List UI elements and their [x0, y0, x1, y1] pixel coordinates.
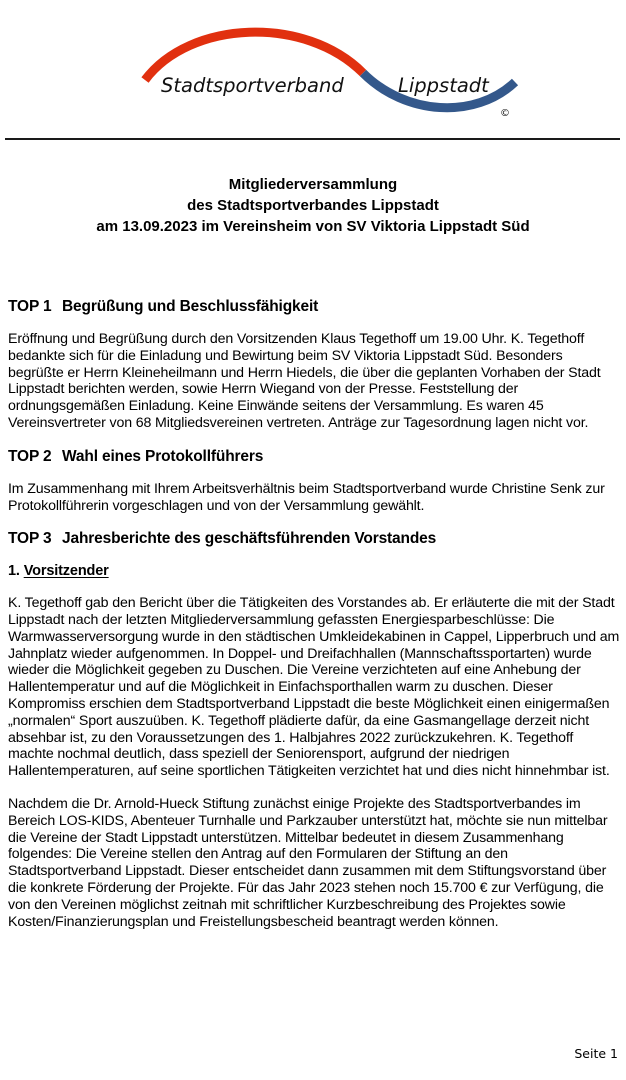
section-number: TOP 3 [8, 530, 52, 548]
subsection-number: 1. [8, 563, 20, 580]
title-line-2: des Stadtsportverbandes Lippstadt [187, 197, 439, 214]
section-number: TOP 2 [8, 447, 52, 465]
section-paragraph-top3-2: Nachdem die Dr. Arnold-Hueck Stiftung zunächst einige Projekte des Stadtsportverbandes im Bereich LOS-KIDS, Abenteuer Turnhalle und Parkzauber unterstützt hat, möchte sie nun mittelbar die Vereine der Stadt Lippstadt unterstützen. Mittelbar bedeutet in diesem Zusammenhang folgendes: Die Vereine stellen den Antrag auf den Formularen der Stiftung an den Stadtsportverband Lippstadt. Dieser entscheidet dann zusammen mit dem Stiftungsvorstand über die konkrete Förderung der Projekte. Für das Jahr 2023 stehen noch 15.700 € zur Verfügung, die von den Vereinen möglichst zeitnah mit schriftlicher Kurzbeschreibung des Projektes sowie Kosten/Finanzierungsplan und Freistellungsbescheid beantragt werden können. [8, 795, 608, 930]
title-line-1: Mitgliederversammlung [228, 176, 398, 193]
logo-text-right: Lippstadt [398, 74, 489, 97]
subsection-heading [8, 563, 620, 580]
section-paragraph-top2: Im Zusammenhang mit Ihrem Arbeitsverhältnis beim Stadtsportverband wurde Christine Senk zur Protokollführerin vorgeschlagen und von der Versammlung gewählt. [8, 480, 605, 514]
section-paragraph-top1: Eröffnung und Begrüßung durch den Vorsitzenden Klaus Tegethoff um 19.00 Uhr. K. Tegethoff bedankte sich für die Einladung und Bewirtung beim SV Viktoria Lippstadt Süd. Besonders begrüßte er Herrn Kleineheilmann und Herrn Hiedels, die über die geplanten Vorhaben der Stadt Lippstadt berichten werden, sowie Herrn Wiegand von der Presse. Feststellung der ordnungsgemäßen Einladung. Keine Einwände seitens der Versammlung. Es waren 45 Vereinsvertreter von 68 Mitgliedsvereinen vertreten. Anträge zur Tagesordnung lagen nicht vor. [8, 331, 601, 431]
section-paragraph-top3-1: K. Tegethoff gab den Bericht über die Tätigkeiten des Vorstandes ab. Er erläuterte die mit der Stadt Lippstadt nach der letzten Mitgliederversammlung gefassten Energiesparbeschlüsse: Die Warmwasserversorgung wurde in den städtischen Umkleidekabinen in Cappel, Lipperbruch und am Jahnplatz wieder aufgenommen. In Doppel- und Dreifachhallen (Mannschaftssportarten) wurde wieder die Möglichkeit gegeben zu Duschen. Die Vereine verzichteten auf eine Anhebung der Hallentemperatur und auf die Möglichkeit in Einfachsporthallen warm zu duschen. Dieser Kompromiss erschien dem Stadtsportverband Lippstadt die beste Möglichkeit einen einigermaßen „normalen“ Sport auszuüben. K. Tegethoff plädierte dafür, da eine Gasmangellage derzeit nicht absehbar ist, zu den Voraussetzungen des 1. Halbjahres 2022 zurückzukehren. K. Tegethoff machte nochmal deutlich, dass speziell der Seniorensport, aufgrund der niedrigen Hallentemperaturen, auf seine sportlichen Tätigkeiten verzichtet hat und dies nicht hinnehmbar ist. [8, 595, 620, 780]
logo-red-arc [145, 32, 363, 80]
logo-copyright: © [500, 108, 510, 119]
section-heading-top2 [8, 447, 620, 466]
title-line-3: am 13.09.2023 im Vereinsheim von SV Viktoria Lippstadt Süd [96, 218, 530, 235]
document-body [8, 297, 620, 930]
section-title: Begrüßung und Beschlussfähigkeit [62, 298, 319, 315]
section-number: TOP 1 [8, 298, 52, 315]
logo-text-left: Stadtsportverband [161, 74, 344, 97]
section-heading-top3 [8, 529, 620, 548]
header-divider [5, 138, 620, 140]
page-number: Seite 1 [574, 1046, 618, 1061]
logo [130, 20, 530, 130]
section-title: Wahl eines Protokollführers [62, 447, 264, 465]
section-heading-top1 [8, 297, 620, 316]
section-title: Jahresberichte des geschäftsführenden Vorstandes [62, 530, 437, 548]
document-title [0, 174, 626, 237]
subsection-title: Vorsitzender [23, 563, 109, 580]
logo-graphic [130, 20, 530, 130]
